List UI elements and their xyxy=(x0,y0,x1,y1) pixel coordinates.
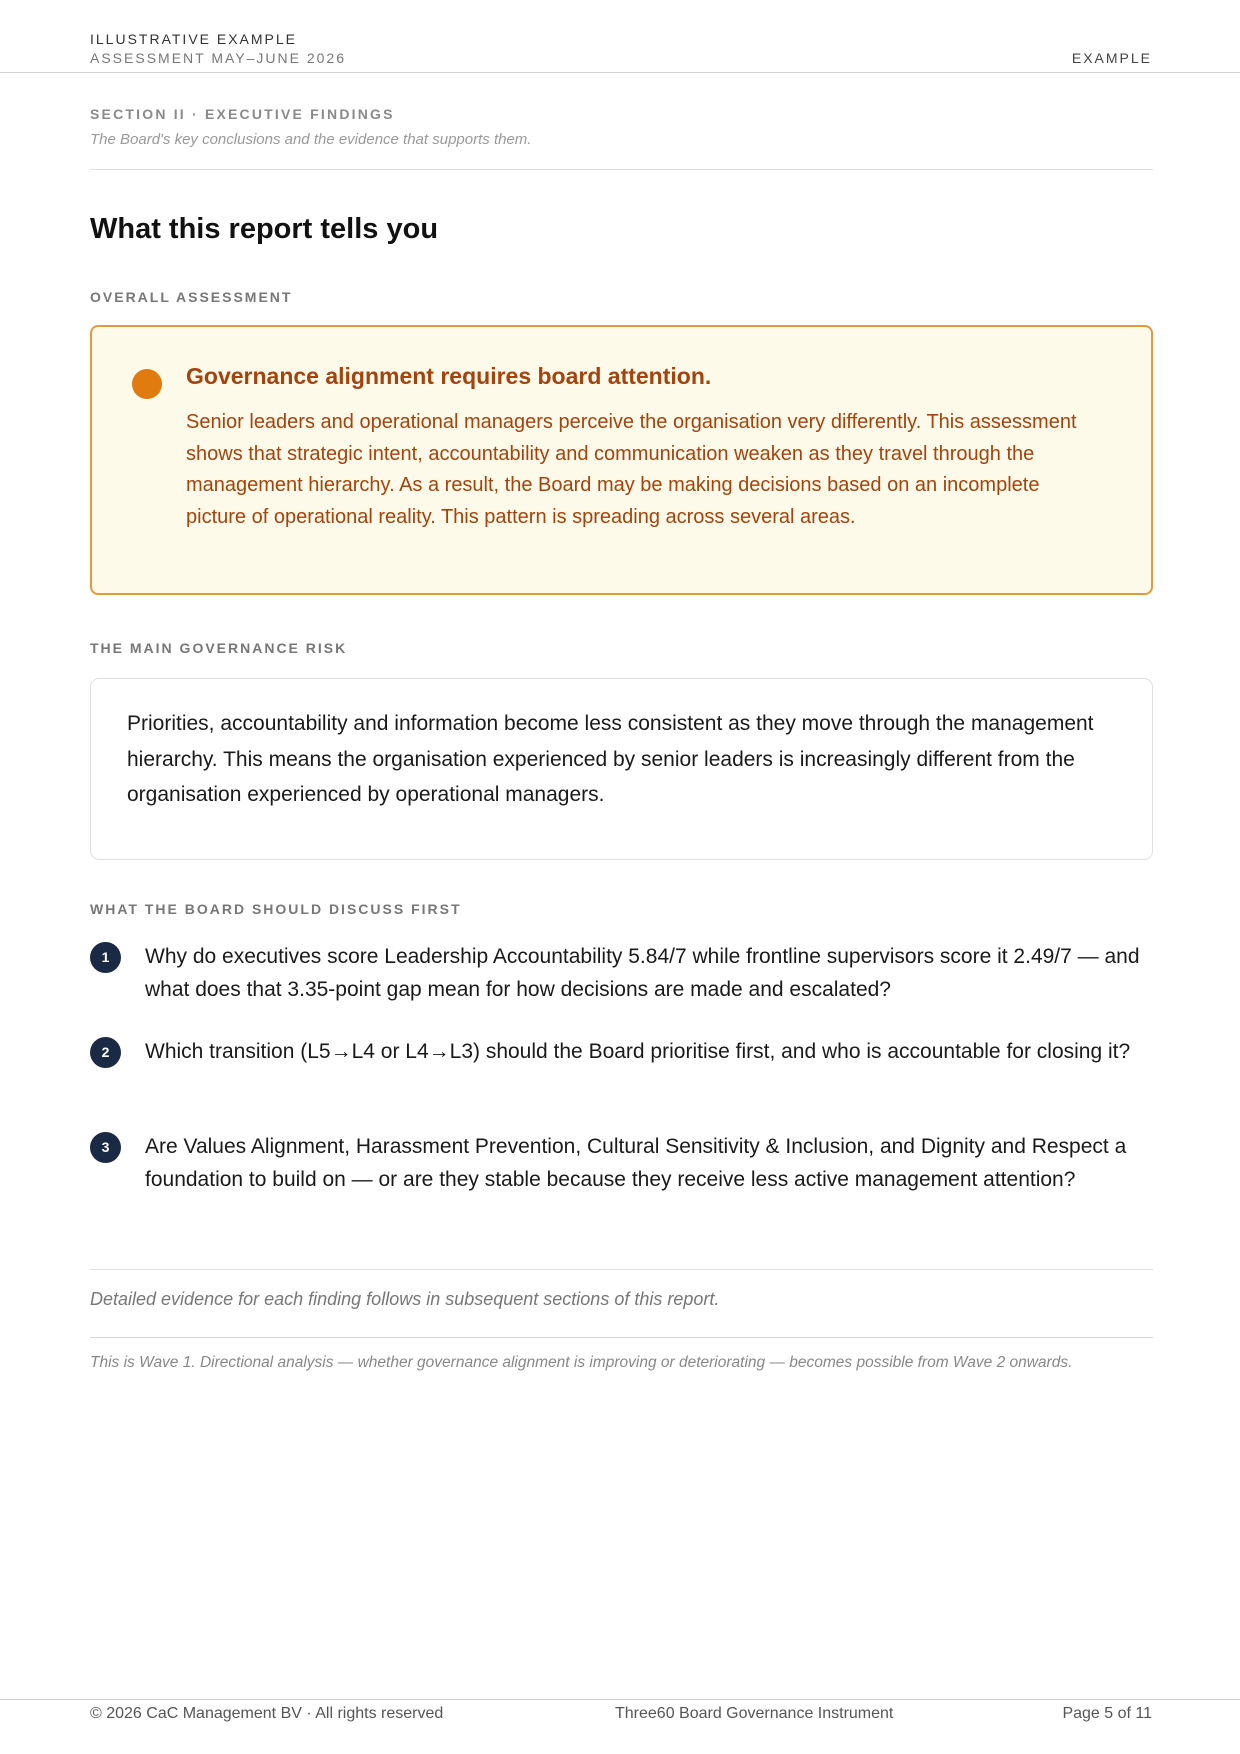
footer-copyright: © 2026 CaC Management BV · All rights reserved xyxy=(90,1705,444,1722)
page-header xyxy=(90,30,1152,68)
question-text: Which transition (L5→L4 or L4→L3) should the Board prioritise first, and who is accountable for closing it? xyxy=(145,1040,1131,1063)
assessment-headline: Governance alignment requires board attention. xyxy=(186,363,712,389)
governance-risk-card xyxy=(90,678,1153,860)
header-divider xyxy=(0,72,1240,73)
section-label: SECTION II · EXECUTIVE FINDINGS xyxy=(90,106,395,122)
page-title: What this report tells you xyxy=(90,213,439,245)
header-title: ILLUSTRATIVE EXAMPLE xyxy=(90,31,298,47)
question-number-badge: 3 xyxy=(90,1132,121,1163)
governance-risk-label: THE MAIN GOVERNANCE RISK xyxy=(90,640,348,656)
detail-note: Detailed evidence for each finding follows in subsequent sections of this report. xyxy=(90,1289,720,1309)
overall-assessment-card xyxy=(90,325,1153,595)
footer-page-number: Page 5 of 11 xyxy=(1062,1705,1152,1722)
question-text: Are Values Alignment, Harassment Prevention, Cultural Sensitivity & Inclusion, and Dignity and Respect a foundation to build on — or are they stable because they receive less active management attention? xyxy=(145,1135,1127,1191)
notes-divider xyxy=(90,1337,1153,1338)
section-divider xyxy=(90,169,1153,170)
governance-risk-text: Priorities, accountability and information become less consistent as they move through the management hierarchy. This means the organisation experienced by senior leaders is increasingly different from the organisation experienced by operational managers. xyxy=(127,712,1094,806)
notes-divider xyxy=(90,1269,1153,1270)
header-tag: EXAMPLE xyxy=(1071,50,1152,66)
overall-assessment-label: OVERALL ASSESSMENT xyxy=(90,289,293,305)
question-number-badge: 2 xyxy=(90,1037,121,1068)
discussion-label: WHAT THE BOARD SHOULD DISCUSS FIRST xyxy=(90,901,462,917)
footer-product: Three60 Board Governance Instrument xyxy=(615,1705,894,1722)
wave-note: This is Wave 1. Directional analysis — whether governance alignment is improving or deteriorating — becomes possible from Wave 2 onwards. xyxy=(90,1354,1073,1371)
question-number-badge: 1 xyxy=(90,942,121,973)
assessment-body: Senior leaders and operational managers perceive the organisation very differently. This assessment shows that strategic intent, accountability and communication weaken as they travel through the management hierarchy. As a result, the Board may be making decisions based on an incomplete picture of operational reality. This pattern is spreading across several areas. xyxy=(186,411,1077,528)
footer-divider xyxy=(0,1699,1240,1700)
status-indicator-dot xyxy=(132,369,162,399)
question-text: Why do executives score Leadership Accountability 5.84/7 while frontline supervisors score it 2.49/7 — and what does that 3.35-point gap mean for how decisions are made and escalated? xyxy=(145,945,1140,1001)
section-description: The Board's key conclusions and the evidence that supports them. xyxy=(90,131,532,148)
header-subtitle: ASSESSMENT MAY–JUNE 2026 xyxy=(90,50,347,66)
